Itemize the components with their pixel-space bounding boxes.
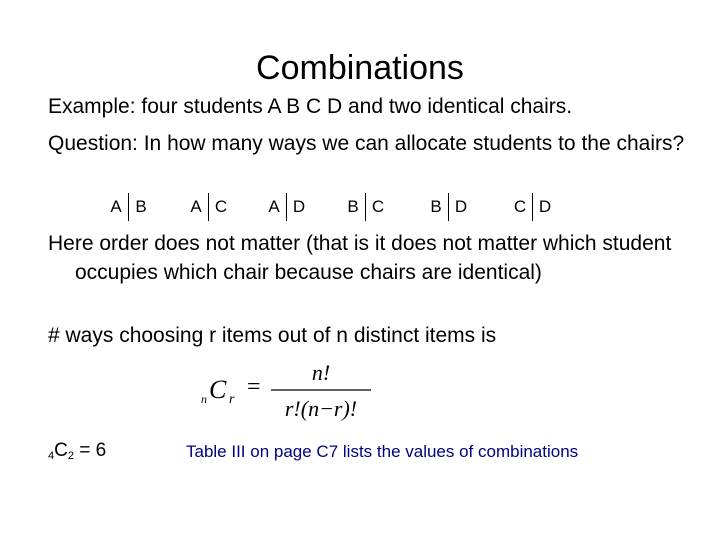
pair-right-letter: B	[135, 197, 147, 216]
table-note: Table III on page C7 lists the values of combinations	[186, 442, 579, 461]
slide-title: Combinations	[256, 49, 464, 87]
pair-right-letter: D	[454, 197, 468, 216]
pair-ac	[184, 193, 233, 221]
pair-right-letter: C	[371, 197, 385, 216]
result-c: C	[54, 440, 68, 461]
explanation-text: Here order does not matter (that is it does not matter which student occupies which chair because chairs are identical)	[48, 232, 672, 284]
formula-denominator: r!(n−r)!	[284, 396, 358, 421]
pair-ad	[262, 193, 311, 221]
result-value: 6	[95, 440, 107, 461]
pair-bc	[341, 193, 390, 221]
formula-n-subscript: n	[201, 392, 207, 406]
pair-left-letter: B	[347, 197, 359, 216]
pair-left-letter: B	[430, 197, 442, 216]
combination-formula	[195, 358, 385, 428]
result-equals: =	[79, 440, 91, 461]
pair-left-letter: A	[268, 197, 280, 216]
pair-left-letter: A	[190, 197, 202, 216]
pair-bd	[424, 193, 473, 221]
formula-r-subscript: r	[229, 392, 235, 407]
formula-numerator: n!	[311, 360, 331, 385]
formula-equals: =	[247, 374, 261, 400]
example-text: Example: four students A B C D and two identical chairs.	[48, 95, 573, 118]
result-pre-subscript: 4	[48, 450, 55, 462]
question-text: Question: In how many ways we can allocate students to the chairs?	[48, 132, 685, 155]
pair-left-letter: A	[110, 197, 122, 216]
pair-right-letter: D	[538, 197, 552, 216]
ways-text: # ways choosing r items out of n distinct items is	[48, 324, 497, 347]
result-post-subscript: 2	[67, 450, 74, 462]
formula-graphic	[195, 358, 385, 428]
pair-ab	[104, 193, 153, 221]
pairs-row	[0, 193, 720, 223]
formula-c: C	[209, 375, 227, 404]
pair-right-letter: C	[214, 197, 228, 216]
pair-left-letter: C	[513, 197, 527, 216]
result-line	[48, 438, 106, 469]
pair-cd	[508, 193, 557, 221]
pair-right-letter: D	[292, 197, 306, 216]
